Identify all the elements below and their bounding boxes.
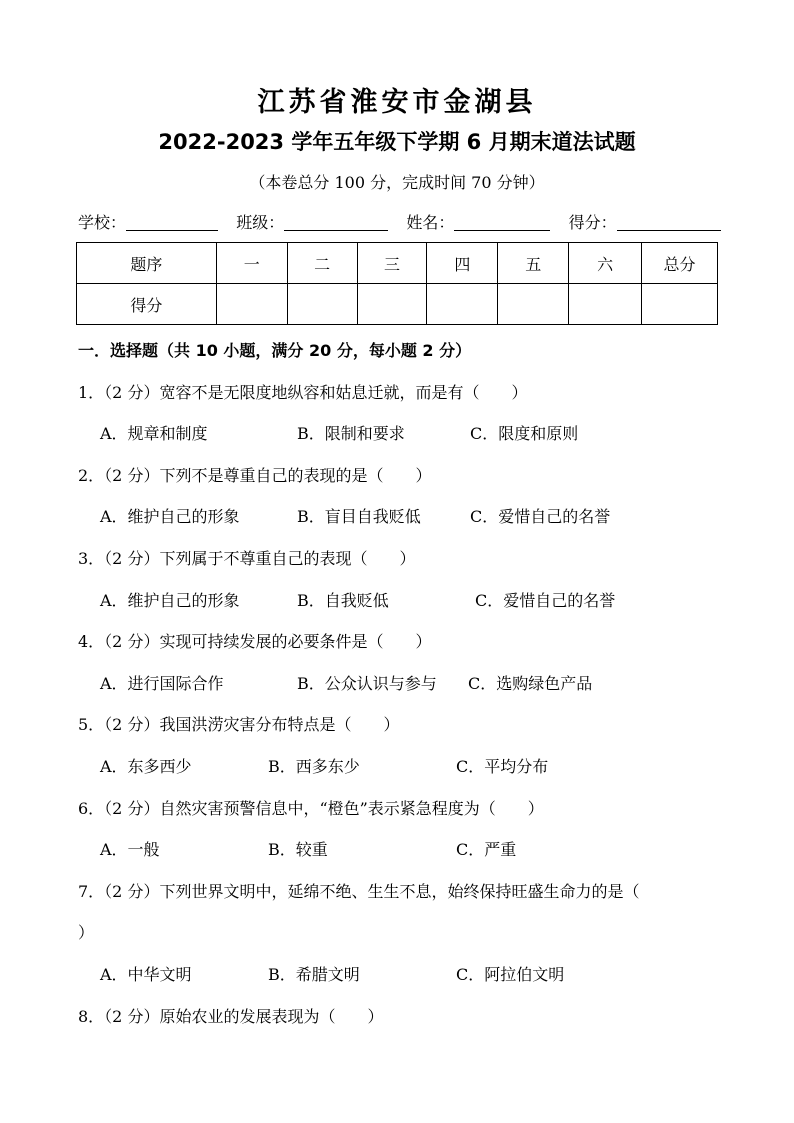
score-blank[interactable]: [617, 212, 721, 231]
q3-option-b[interactable]: B．自我贬低: [297, 591, 389, 610]
question-7-continued: ）: [78, 923, 95, 942]
student-info-line: [78, 210, 718, 233]
score-table-header: 一: [216, 243, 287, 284]
question-5: 5．（2 分）我国洪涝灾害分布特点是（ ）: [78, 715, 400, 734]
question-3: 3．（2 分）下列属于不尊重自己的表现（ ）: [78, 549, 416, 568]
q3-option-c[interactable]: C．爱惜自己的名誉: [475, 591, 616, 610]
q5-option-b[interactable]: B．西多东少: [268, 757, 360, 776]
exam-title-main: 2022-2023 学年五年级下学期 6 月期末道法试题: [158, 130, 636, 154]
question-8: 8．（2 分）原始农业的发展表现为（ ）: [78, 1007, 384, 1026]
q2-option-b[interactable]: B．盲目自我贬低: [297, 507, 421, 526]
q1-option-a[interactable]: A．规章和制度: [100, 424, 208, 443]
class-label: 班级：: [236, 213, 285, 232]
question-6: 6．（2 分）自然灾害预警信息中，“橙色”表示紧急程度为（ ）: [78, 799, 544, 818]
score-table-score-row: [77, 284, 718, 325]
class-blank[interactable]: [284, 212, 388, 231]
name-label: 姓名：: [406, 213, 455, 232]
exam-subtitle: （本卷总分 100 分，完成时间 70 分钟）: [249, 173, 545, 192]
school-label: 学校：: [78, 213, 127, 232]
score-cell[interactable]: [569, 284, 642, 325]
q3-option-a[interactable]: A．维护自己的形象: [100, 591, 240, 610]
q5-option-a[interactable]: A．东多西少: [100, 757, 192, 776]
score-table-header: 总分: [642, 243, 718, 284]
question-1: 1．（2 分）宽容不是无限度地纵容和姑息迁就，而是有（ ）: [78, 383, 528, 402]
score-table-header: 五: [498, 243, 569, 284]
question-2: 2．（2 分）下列不是尊重自己的表现的是（ ）: [78, 466, 432, 485]
score-table-header: 四: [427, 243, 498, 284]
q6-option-c[interactable]: C．严重: [456, 840, 517, 859]
score-table-header: 题序: [77, 243, 217, 284]
q5-option-c[interactable]: C．平均分布: [456, 757, 549, 776]
score-cell[interactable]: [287, 284, 357, 325]
school-blank[interactable]: [126, 212, 218, 231]
score-cell[interactable]: [498, 284, 569, 325]
score-label: 得分：: [568, 213, 617, 232]
score-table-header: 二: [287, 243, 357, 284]
score-cell[interactable]: [357, 284, 427, 325]
q1-option-c[interactable]: C．限度和原则: [470, 424, 579, 443]
q2-option-a[interactable]: A．维护自己的形象: [100, 507, 240, 526]
score-table-header-row: [77, 243, 718, 284]
section-title-choice: 一．选择题（共 10 小题，满分 20 分，每小题 2 分）: [78, 341, 472, 360]
score-table: [76, 242, 718, 325]
score-cell[interactable]: [642, 284, 718, 325]
q1-option-b[interactable]: B．限制和要求: [297, 424, 405, 443]
question-7: 7．（2 分）下列世界文明中，延绵不绝、生生不息，始终保持旺盛生命力的是（: [78, 882, 640, 901]
score-cell[interactable]: [216, 284, 287, 325]
q4-option-a[interactable]: A．进行国际合作: [100, 674, 224, 693]
q7-option-a[interactable]: A．中华文明: [100, 965, 192, 984]
q7-option-b[interactable]: B．希腊文明: [268, 965, 360, 984]
q2-option-c[interactable]: C．爱惜自己的名誉: [470, 507, 611, 526]
score-table-header: 三: [357, 243, 427, 284]
q4-option-b[interactable]: B．公众认识与参与: [297, 674, 437, 693]
q6-option-b[interactable]: B．较重: [268, 840, 328, 859]
exam-title-region: 江苏省淮安市金湖县: [257, 87, 537, 118]
score-cell[interactable]: [427, 284, 498, 325]
score-table-header: 六: [569, 243, 642, 284]
question-4: 4．（2 分）实现可持续发展的必要条件是（ ）: [78, 632, 432, 651]
name-blank[interactable]: [454, 212, 550, 231]
q7-option-c[interactable]: C．阿拉伯文明: [456, 965, 565, 984]
q4-option-c[interactable]: C．选购绿色产品: [468, 674, 593, 693]
q6-option-a[interactable]: A．一般: [100, 840, 160, 859]
score-row-label: 得分: [77, 284, 217, 325]
